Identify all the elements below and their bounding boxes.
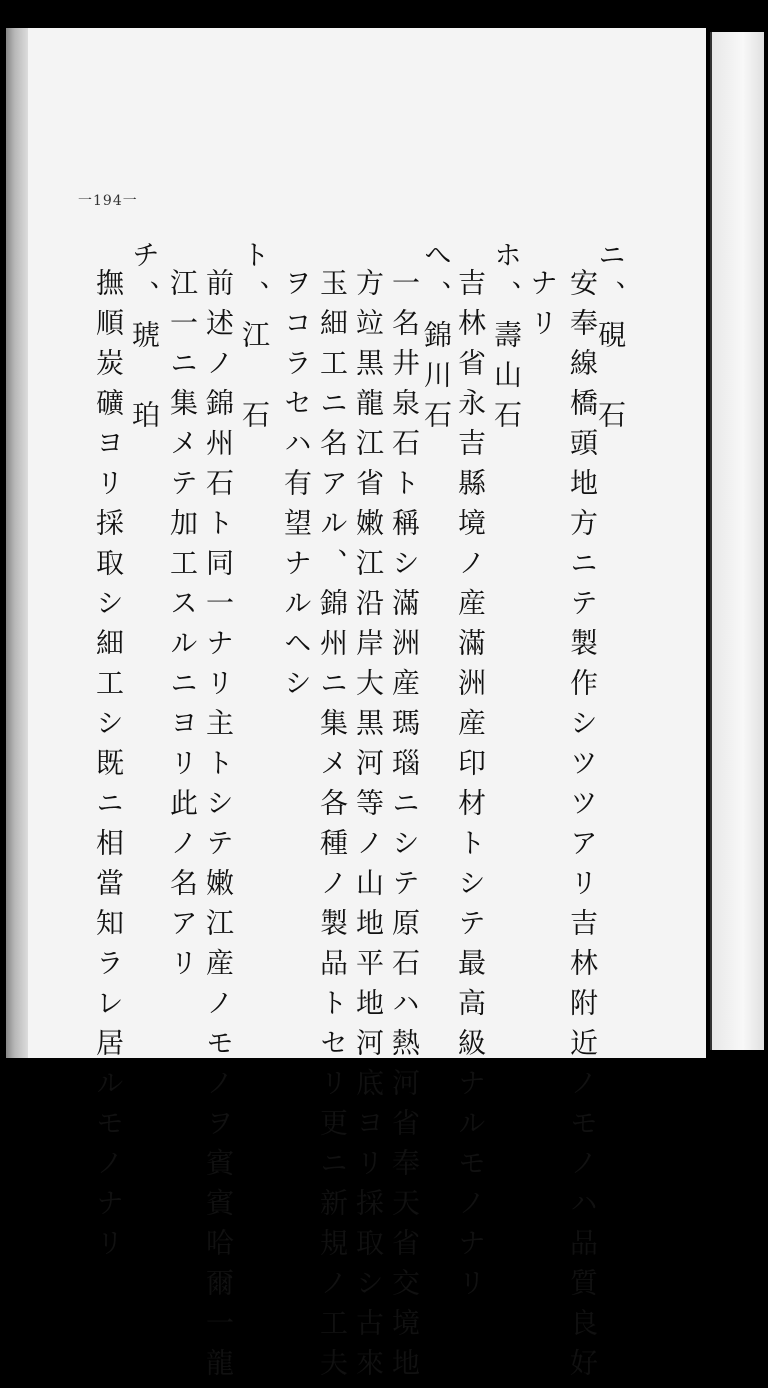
heading-ho-jushan-stone: ホ、壽山石 (490, 240, 523, 440)
text-line-3: 吉林省永吉縣境ノ産滿洲産印材トシテ最高級ナルモノナリ (454, 268, 487, 1308)
heading-ni-inkstone: ニ、硯 石 (594, 240, 627, 440)
heading-to-jiang-stone: ト、江 石 (238, 240, 271, 440)
text-line-7: ヲコラセハ有望ナルヘシ (280, 268, 313, 708)
text-line-5: 方竝黒龍江省嫩江沿岸大黒河等ノ山地平地河底ヨリ採取シ古來 (352, 268, 385, 1388)
text-line-8: 前述ノ錦州石ト同一ナリ主トシテ嫩江産ノモノヲ賓賓哈爾一龍 (202, 268, 235, 1388)
page-edge (710, 32, 764, 1050)
text-line-2: ナリ (526, 268, 559, 348)
text-line-1: 安奉線橋頭地方ニテ製作シツツアリ吉林附近ノモノハ品質良好 (566, 268, 599, 1388)
heading-he-jinchuan-stone: へ、錦川石 (420, 240, 453, 440)
book-spine (6, 28, 28, 1058)
text-line-9: 江一ニ集メテ加工スルニヨリ此ノ名アリ (166, 268, 199, 988)
page-number: 一194一 (78, 193, 138, 209)
text-line-4: 一名井泉石ト稱シ滿洲産瑪瑙ニシテ原石ハ熱河省奉天省交境地 (388, 268, 421, 1388)
text-line-10: 撫順炭礦ヨリ採取シ細工シ既ニ相當知ラレ居ルモノナリ (92, 268, 125, 1268)
text-line-6: 玉細工ニ名アル、錦州ニ集メ各種ノ製品トセリ更ニ新規ノ工夫 (316, 268, 349, 1388)
heading-chi-amber: チ、琥 珀 (128, 240, 161, 440)
